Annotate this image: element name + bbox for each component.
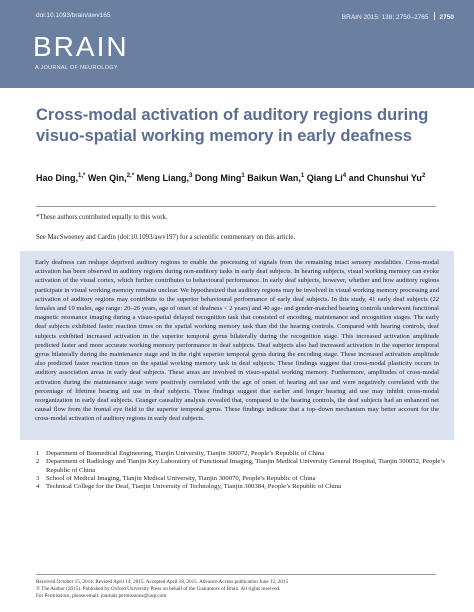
footer-block [36,579,288,600]
affiliation-list [36,450,456,491]
footer-divider [36,574,436,575]
affiliation-item [36,475,456,483]
author-affil-marker: 2,* [126,173,135,179]
author-affil-marker: 1 [300,173,305,179]
author-name: Hao Ding, [36,173,78,183]
citation-line [342,12,454,21]
copyright-line: © The Author (2015). Published by Oxford University Press on behalf of the Guarantors of Brain. All rights reserved. [36,586,281,592]
article-title: Cross-modal activation of auditory regions during visuo-spatial working memory in early deafness [36,106,429,145]
equal-contribution-note: *These authors contributed equally to this work. [36,214,168,221]
permissions-line: For Permissions, please email: journals.permissions@oup.com [36,593,167,599]
citation-text: BRAIN 2015: 138; 2750–2765 [341,14,429,21]
affiliation-number: 1 [36,450,40,457]
author-list [36,170,436,185]
page-number: 2750 [439,14,454,21]
affiliation-number: 2 [36,458,40,466]
journal-subtitle: A JOURNAL OF NEUROLOGY [35,65,118,71]
author-affil-marker: 1,* [78,173,86,179]
abstract-text: Early deafness can reshape deprived auditory regions to enable the processing of signals from the remaining intact sensory modalities. Cross-modal activation has been observed in auditory regions during non-auditory tasks in early deaf subjects. In hearing subjects, visual working memory can evoke activation of the visual cortex, which further contributes to behavioural performance. In early deaf subjects, however, whether and how auditory regions participate in visual working memory remains unclear. We hypothesized that auditory regions may be involved in visual working memory processing and activation of auditory regions may contribute to the superior behavioural performance of early deaf subjects. In this study, 41 early deaf subjects (22 females and 19 males, age range: 20–26 years, age of onset of deafness < 2 years) and 40 age- and gender-matched hearing controls underwent functional magnetic resonance imaging during a visuo-spatial delayed recognition task that consisted of encoding, maintenance and recognition stages. The early deaf subjects exhibited faster reaction times on the spatial working memory task than did the hearing controls. Compared with hearing controls, deaf subjects exhibited increased activation in the superior temporal gyrus bilaterally during the recognition stage. This increased activation amplitude predicted faster and more accurate working memory performance in deaf subjects. Deaf subjects also had increased activation in the superior temporal gyrus bilaterally during the maintenance stage and in the right superior temporal gyrus during the encoding stage. These increased activation amplitude also predicted faster reaction times on the spatial working memory task in deaf subjects. These findings suggest that cross-modal plasticity occurs in auditory association areas in early deaf subjects. These areas are involved in visuo-spatial working memory. Furthermore, amplitudes of cross-modal activation during the maintenance stage were positively correlated with the age of onset of hearing aid use and were negatively correlated with the percentage of lifetime hearing aid use in deaf subjects. These findings suggest that earlier and longer hearing aid use may inhibit cross-modal reorganization in early deaf subjects. Granger causality analysis revealed that, compared to the hearing controls, the deaf subjects had an enhanced net causal flow from the frontal eye field to the superior temporal gyrus. These findings indicate that a top–down mechanism may better account for the cross-modal activation of auditory regions in early deaf subjects. [35,259,439,423]
divider-line [36,206,436,207]
author-name: Wen Qin, [85,173,127,183]
author-affil-marker: 3 [189,173,193,179]
author-affil-marker: 4 [342,173,347,179]
author-affil-marker: 2 [421,173,426,179]
affiliation-item [36,450,456,458]
affiliation-number: 3 [36,474,40,482]
affiliation-item [36,483,456,491]
header-separator [434,12,435,20]
affiliation-text: Department of Radiology and Tianjin Key Laboratory of Functional Imaging, Tianjin Medical University General Hospital, Tianjin 300052, People’s Republic of China [46,458,445,474]
affiliation-text: Department of Biomedical Engineering, Tianjin University, Tianjin 300072, People’s Republic of China [46,450,325,457]
author-name: Baikun Wan, [244,173,301,183]
submission-dates: Received October 15, 2014. Revised April 14, 2015. Accepted April 18, 2015. Advance Access publication June 12, 2015 [36,579,289,585]
author-name: Dong Ming [192,173,242,183]
journal-header-band [0,0,474,88]
author-affil-marker: 1 [241,173,245,179]
affiliation-text: Technical College for the Deaf, Tianjin University of Technology, Tianjin 300384, People’s Republic of China [46,483,342,491]
commentary-note: See MacSweeney and Cardin (doi:10.1093/awv197) for a scientific commentary on this article. [36,234,296,241]
author-name: Meng Liang, [134,173,190,183]
affiliation-number: 4 [36,483,40,491]
author-name: and Chunshui Yu [346,173,422,183]
journal-logo: BRAIN [33,31,129,62]
doi-text: doi:10.1093/brain/awv165 [36,12,111,19]
affiliation-item [36,458,456,475]
abstract-box [20,251,454,440]
affiliation-text: School of Medical Imaging, Tianjin Medical University, Tianjin 300070, People’s Republic of China [46,474,316,482]
author-name: Qiang Li [304,173,343,183]
